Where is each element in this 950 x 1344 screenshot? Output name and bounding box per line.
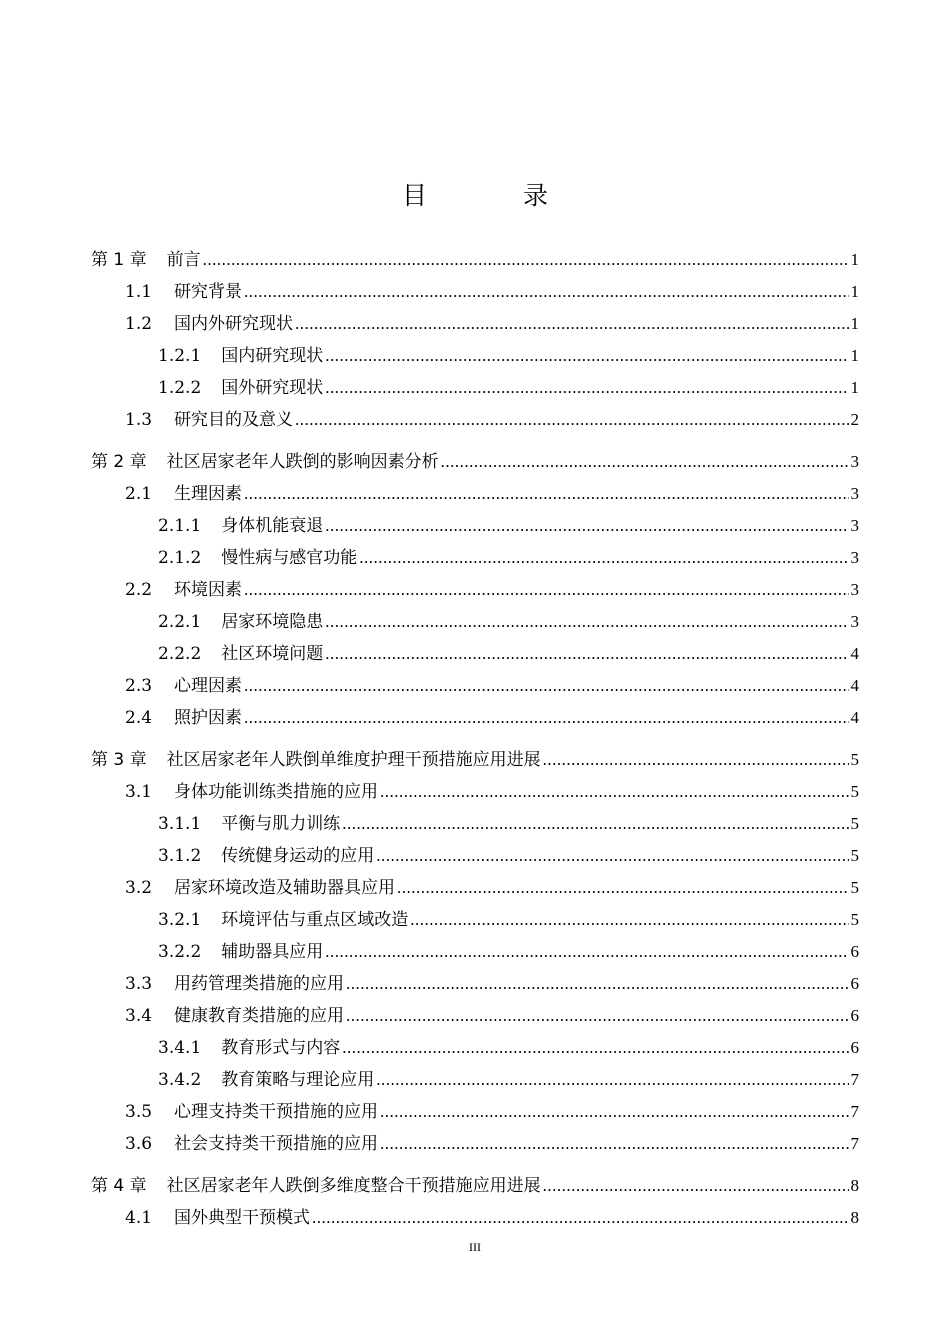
toc-entry-number: 3.1.1 — [158, 814, 202, 834]
toc-entry-page: 3 — [850, 516, 859, 535]
toc-entry[interactable] — [125, 968, 859, 1000]
toc-entry[interactable] — [125, 1096, 859, 1128]
toc-entry[interactable] — [158, 808, 859, 840]
toc-entry-page: 3 — [850, 484, 859, 503]
toc-entry-number: 3.5 — [125, 1102, 153, 1122]
toc-dot-leader — [244, 276, 848, 308]
toc-entry-title: 健康教育类措施的应用 — [174, 1006, 345, 1026]
toc-dot-leader — [325, 340, 848, 372]
toc-entry[interactable] — [91, 1170, 859, 1202]
toc-entry[interactable] — [158, 904, 859, 936]
toc-entry-number: 第 1 章 — [91, 250, 147, 270]
toc-entry-title: 照护因素 — [174, 708, 243, 728]
toc-entry-title: 社会支持类干预措施的应用 — [174, 1134, 379, 1154]
toc-entry-page: 7 — [850, 1134, 859, 1153]
toc-dot-leader — [441, 446, 849, 478]
toc-entry-number: 2.2.1 — [158, 612, 202, 632]
toc-entry[interactable] — [158, 606, 859, 638]
toc-entry-page: 2 — [850, 410, 859, 429]
toc-entry-title: 身体功能训练类措施的应用 — [174, 782, 379, 802]
toc-entry-number: 第 4 章 — [91, 1176, 147, 1196]
toc-entry-page: 3 — [850, 548, 859, 567]
toc-entry-page: 7 — [850, 1070, 859, 1089]
toc-dot-leader — [325, 638, 848, 670]
toc-entry-number: 3.2.1 — [158, 910, 202, 930]
toc-entry[interactable] — [125, 1202, 859, 1234]
toc-entry-page: 3 — [850, 580, 859, 599]
toc-entry[interactable] — [158, 1032, 859, 1064]
toc-entry-page: 6 — [850, 942, 859, 961]
toc-entry[interactable] — [158, 542, 859, 574]
toc-entry[interactable] — [125, 670, 859, 702]
toc-dot-leader — [244, 702, 848, 734]
toc-entry-number: 1.1 — [125, 282, 153, 302]
toc-entry-number: 1.2 — [125, 314, 153, 334]
toc-title: 目 录 — [402, 181, 592, 210]
toc-entry-number: 2.1.1 — [158, 516, 202, 536]
toc-entry-title: 国内外研究现状 — [174, 314, 294, 334]
toc-entry[interactable] — [125, 872, 859, 904]
toc-entry-title: 心理支持类干预措施的应用 — [174, 1102, 379, 1122]
toc-entry[interactable] — [125, 404, 859, 436]
toc-dot-leader — [376, 1064, 848, 1096]
toc-entry-title: 居家环境隐患 — [221, 612, 324, 632]
toc-dot-leader — [244, 478, 848, 510]
toc-entry-page: 5 — [850, 750, 859, 769]
toc-entry-title: 社区居家老年人跌倒多维度整合干预措施应用进展 — [166, 1176, 541, 1196]
toc-entry[interactable] — [125, 276, 859, 308]
toc-entry-title: 教育形式与内容 — [221, 1038, 341, 1058]
toc-dot-leader — [325, 372, 848, 404]
toc-dot-leader — [397, 872, 848, 904]
toc-dot-leader — [295, 404, 848, 436]
toc-entry-title: 心理因素 — [174, 676, 243, 696]
toc-entry[interactable] — [91, 244, 859, 276]
toc-entry-title: 国内研究现状 — [221, 346, 324, 366]
toc-entry-page: 6 — [850, 974, 859, 993]
toc-entry-title: 教育策略与理论应用 — [221, 1070, 375, 1090]
toc-dot-leader — [312, 1202, 848, 1234]
toc-entry-page: 6 — [850, 1006, 859, 1025]
toc-entry-page: 1 — [850, 346, 859, 365]
toc-entry-number: 4.1 — [125, 1208, 153, 1228]
toc-entry-number: 3.2.2 — [158, 942, 202, 962]
toc-entry-page: 1 — [850, 282, 859, 301]
toc-entry[interactable] — [125, 574, 859, 606]
toc-entry-title: 社区居家老年人跌倒的影响因素分析 — [166, 452, 439, 472]
toc-entry-number: 1.2.1 — [158, 346, 202, 366]
toc-entry-number: 2.4 — [125, 708, 153, 728]
toc-dot-leader — [244, 670, 848, 702]
toc-entry-number: 2.3 — [125, 676, 153, 696]
toc-entry-number: 3.4.1 — [158, 1038, 202, 1058]
toc-entry-title: 环境评估与重点区域改造 — [221, 910, 409, 930]
toc-entry-number: 3.6 — [125, 1134, 153, 1154]
toc-entry-title: 环境因素 — [174, 580, 243, 600]
page-number-footer: III — [469, 1240, 481, 1254]
toc-entry[interactable] — [158, 936, 859, 968]
toc-entry-page: 5 — [850, 814, 859, 833]
toc-entry-number: 1.2.2 — [158, 378, 202, 398]
toc-entry[interactable] — [158, 372, 859, 404]
toc-dot-leader — [346, 1000, 848, 1032]
toc-dot-leader — [380, 1128, 848, 1160]
toc-entry-title: 慢性病与感官功能 — [221, 548, 358, 568]
toc-dot-leader — [543, 1170, 849, 1202]
toc-entry-title: 传统健身运动的应用 — [221, 846, 375, 866]
toc-entry-number: 2.2.2 — [158, 644, 202, 664]
toc-entry-number: 2.1 — [125, 484, 153, 504]
toc-entry-title: 国外研究现状 — [221, 378, 324, 398]
toc-entry[interactable] — [158, 1064, 859, 1096]
toc-entry-page: 5 — [850, 782, 859, 801]
toc-entry-title: 辅助器具应用 — [221, 942, 324, 962]
toc-entry-page: 8 — [850, 1208, 859, 1227]
toc-entry[interactable] — [158, 638, 859, 670]
toc-entry[interactable] — [158, 840, 859, 872]
toc-entry-title: 国外典型干预模式 — [174, 1208, 311, 1228]
toc-dot-leader — [380, 1096, 848, 1128]
toc-dot-leader — [203, 244, 849, 276]
toc-entry-title: 前言 — [166, 250, 201, 270]
toc-entry[interactable] — [125, 1128, 859, 1160]
toc-entry-page: 5 — [850, 910, 859, 929]
toc-entry-number: 3.1.2 — [158, 846, 202, 866]
toc-entry-page: 1 — [850, 378, 859, 397]
toc-entry-title: 居家环境改造及辅助器具应用 — [174, 878, 396, 898]
toc-dot-leader — [543, 744, 849, 776]
toc-entry-title: 用药管理类措施的应用 — [174, 974, 345, 994]
toc-entry-page: 4 — [850, 708, 859, 727]
toc-entry-number: 第 3 章 — [91, 750, 147, 770]
toc-entry-title: 生理因素 — [174, 484, 243, 504]
toc-dot-leader — [346, 968, 848, 1000]
toc-entry-title: 研究目的及意义 — [174, 410, 294, 430]
toc-entry-page: 5 — [850, 846, 859, 865]
toc-entry-title: 平衡与肌力训练 — [221, 814, 341, 834]
toc-dot-leader — [295, 308, 848, 340]
toc-dot-leader — [376, 840, 848, 872]
toc-entry-page: 3 — [850, 452, 859, 471]
toc-dot-leader — [325, 936, 848, 968]
toc-dot-leader — [359, 542, 848, 574]
toc-entry-page: 1 — [850, 250, 859, 269]
toc-entry-page: 1 — [850, 314, 859, 333]
toc-entry-number: 3.1 — [125, 782, 153, 802]
toc-entry-number: 2.1.2 — [158, 548, 202, 568]
toc-entry[interactable] — [158, 510, 859, 542]
toc-entry-title: 身体机能衰退 — [221, 516, 324, 536]
toc-entry-page: 6 — [850, 1038, 859, 1057]
toc-dot-leader — [342, 1032, 848, 1064]
toc-entry-number: 3.3 — [125, 974, 153, 994]
toc-entry-number: 2.2 — [125, 580, 153, 600]
toc-entry[interactable] — [158, 340, 859, 372]
toc-entry-title: 研究背景 — [174, 282, 243, 302]
toc-dot-leader — [342, 808, 848, 840]
toc-dot-leader — [325, 606, 848, 638]
toc-entry-page: 4 — [850, 676, 859, 695]
toc-entry[interactable] — [125, 702, 859, 734]
toc-entry-page: 8 — [850, 1176, 859, 1195]
toc-entry[interactable] — [125, 776, 859, 808]
toc-entry[interactable] — [125, 478, 859, 510]
toc-dot-leader — [410, 904, 848, 936]
toc-entry[interactable] — [91, 744, 859, 776]
toc-dot-leader — [380, 776, 848, 808]
toc-entry-number: 3.4 — [125, 1006, 153, 1026]
toc-entry[interactable] — [125, 308, 859, 340]
toc-entry[interactable] — [125, 1000, 859, 1032]
toc-entry-page: 3 — [850, 612, 859, 631]
toc-entry-page: 4 — [850, 644, 859, 663]
toc-entry-number: 第 2 章 — [91, 452, 147, 472]
toc-entry-title: 社区环境问题 — [221, 644, 324, 664]
toc-entry-page: 7 — [850, 1102, 859, 1121]
toc-entry-number: 3.2 — [125, 878, 153, 898]
toc-dot-leader — [244, 574, 848, 606]
toc-entry-page: 5 — [850, 878, 859, 897]
toc-entry-number: 3.4.2 — [158, 1070, 202, 1090]
toc-entry-title: 社区居家老年人跌倒单维度护理干预措施应用进展 — [166, 750, 541, 770]
toc-entry-number: 1.3 — [125, 410, 153, 430]
toc-dot-leader — [325, 510, 848, 542]
toc-entry[interactable] — [91, 446, 859, 478]
